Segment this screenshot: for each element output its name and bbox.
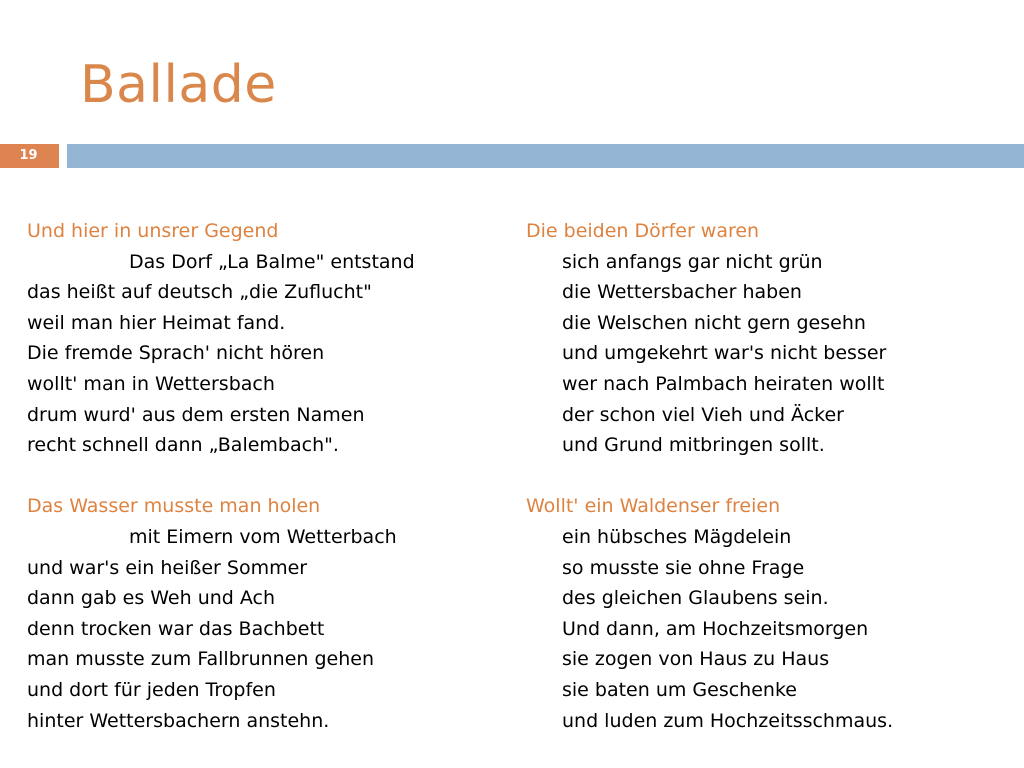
verse-line: Und dann, am Hochzeitsmorgen: [562, 617, 869, 640]
verse-line: die Welschen nicht gern gesehn: [562, 311, 866, 334]
verse-line: sie baten um Geschenke: [562, 678, 797, 701]
verse-line: denn trocken war das Bachbett: [27, 617, 325, 640]
verse-line: wer nach Palmbach heiraten wollt: [562, 372, 885, 395]
verse-line: hinter Wettersbachern anstehn.: [27, 709, 330, 732]
verse-line: das heißt auf deutsch „die Zuflucht": [27, 281, 372, 304]
slide-number: 19: [0, 144, 59, 168]
verse-line: der schon viel Vieh und Äcker: [562, 403, 844, 426]
verse-line: Das Dorf „La Balme" entstand: [129, 250, 415, 273]
slide-title: Ballade: [80, 55, 277, 115]
verse-line: die Wettersbacher haben: [562, 281, 802, 304]
header-bar: [67, 144, 1024, 168]
verse-line: und umgekehrt war's nicht besser: [562, 342, 887, 365]
verse-line: und war's ein heißer Sommer: [27, 556, 308, 579]
verse-line: und luden zum Hochzeitsschmaus.: [562, 709, 894, 732]
verse-line: drum wurd' aus dem ersten Namen: [27, 403, 365, 426]
verse-line: und Grund mitbringen sollt.: [562, 434, 825, 457]
verse-line: sie zogen von Haus zu Haus: [562, 648, 830, 671]
left-column: [27, 216, 415, 736]
verse-line: weil man hier Heimat fand.: [27, 311, 286, 334]
stanza-gap: [27, 461, 415, 492]
verse-line: Die fremde Sprach' nicht hören: [27, 342, 325, 365]
stanza-lead: Das Wasser musste man holen: [27, 495, 321, 518]
verse-line: mit Eimern vom Wetterbach: [129, 525, 397, 548]
stanza-gap: [526, 461, 893, 492]
stanza-lead: Wollt' ein Waldenser freien: [526, 495, 781, 518]
verse-line: und dort für jeden Tropfen: [27, 678, 276, 701]
verse-line: wollt' man in Wettersbach: [27, 372, 275, 395]
stanza-lead: Die beiden Dörfer waren: [526, 220, 760, 242]
verse-line: des gleichen Glaubens sein.: [562, 587, 829, 610]
verse-line: recht schnell dann „Balembach".: [27, 434, 339, 457]
right-column: [526, 216, 893, 736]
verse-line: so musste sie ohne Frage: [562, 556, 805, 579]
stanza-lead: Und hier in unsrer Gegend: [27, 220, 279, 242]
verse-line: man musste zum Fallbrunnen gehen: [27, 648, 375, 671]
verse-line: ein hübsches Mägdelein: [562, 525, 792, 548]
verse-line: sich anfangs gar nicht grün: [562, 250, 823, 273]
verse-line: dann gab es Weh und Ach: [27, 587, 276, 610]
